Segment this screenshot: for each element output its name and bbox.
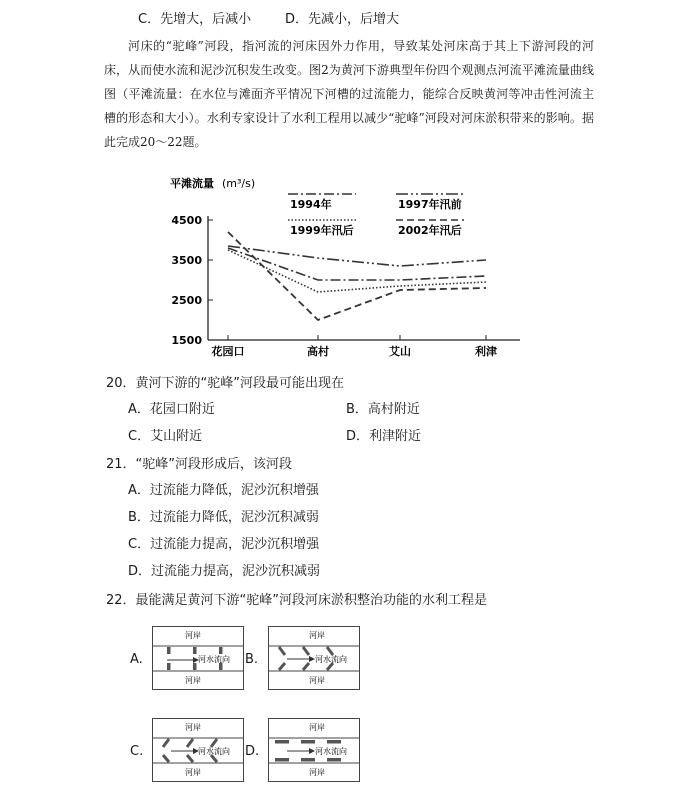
- legend-label-2: 1997年汛前: [398, 198, 462, 211]
- series-line-1: [228, 248, 486, 280]
- q21-stem: 21．“驼峰”河段形成后，该河段: [106, 457, 293, 472]
- bank-label: 河岸: [185, 676, 201, 685]
- x-tick-label: 高村: [307, 345, 329, 358]
- bank-label: 河岸: [185, 631, 201, 640]
- series-line-3: [228, 250, 486, 292]
- diagram-c[interactable]: [152, 718, 244, 782]
- q22-label-b[interactable]: B.: [245, 652, 259, 667]
- flow-label: 河水流向: [315, 655, 347, 664]
- q20-option-c[interactable]: C．艾山附近: [128, 429, 203, 444]
- q20-option-a[interactable]: A．花园口附近: [128, 402, 215, 417]
- x-tick-label: 花园口: [211, 345, 245, 358]
- q21-option-d[interactable]: D．过流能力提高，泥沙沉积减弱: [128, 564, 321, 579]
- y-tick-label: 2500: [171, 294, 202, 307]
- q22-label-c[interactable]: C.: [130, 744, 144, 759]
- x-tick-label: 利津: [475, 345, 497, 358]
- y-axis-label: 平滩流量: [170, 177, 214, 190]
- discharge-chart: [150, 170, 530, 360]
- bank-label: 河岸: [309, 631, 325, 640]
- flow-label: 河水流向: [198, 655, 230, 664]
- flow-label: 河水流向: [198, 747, 230, 756]
- bank-label: 河岸: [185, 768, 201, 777]
- q20-option-b[interactable]: B．高村附近: [346, 402, 420, 417]
- q22-label-d[interactable]: D.: [245, 744, 260, 759]
- option-c-prev: C．先增大，后减小: [138, 12, 252, 27]
- y-axis-unit: (m³/s): [222, 177, 256, 190]
- y-tick-label: 3500: [171, 254, 202, 267]
- bank-label: 河岸: [309, 723, 325, 732]
- diagram-d[interactable]: [268, 718, 360, 782]
- q22-stem: 22．最能满足黄河下游“驼峰”河段河床淤积整治功能的水利工程是: [106, 593, 488, 608]
- x-tick-label: 艾山: [389, 345, 411, 358]
- bank-label: 河岸: [309, 676, 325, 685]
- q21-option-a[interactable]: A．过流能力降低，泥沙沉积增强: [128, 483, 319, 498]
- q21-option-b[interactable]: B．过流能力降低，泥沙沉积减弱: [128, 510, 319, 525]
- series-line-2: [228, 246, 486, 266]
- q21-option-c[interactable]: C．过流能力提高，泥沙沉积增强: [128, 537, 320, 552]
- flow-label: 河水流向: [315, 747, 347, 756]
- option-d-prev: D．先减小，后增大: [285, 12, 400, 27]
- legend-label-1: 1994年: [290, 198, 332, 211]
- bank-label: 河岸: [309, 768, 325, 777]
- y-tick-label: 1500: [171, 334, 202, 347]
- q20-option-d[interactable]: D．利津附近: [346, 429, 422, 444]
- bank-label: 河岸: [185, 723, 201, 732]
- q22-label-a[interactable]: A.: [130, 652, 143, 667]
- series-line-4: [228, 232, 486, 320]
- diagram-b[interactable]: [268, 626, 360, 690]
- y-tick-label: 4500: [171, 214, 202, 227]
- legend-label-4: 2002年汛后: [398, 224, 462, 237]
- diagram-a[interactable]: [152, 626, 244, 690]
- passage: 河床的“驼峰”河段，指河流的河床因外力作用，导致某处河床高于其上下游河段的河床，从而使水流和泥沙沉积发生改变。图2为黄河下游典型年份四个观测点河流平滩流量曲线图（平滩流量：在水位与滩面齐平情况下河槽的过流能力，能综合反映黄河等冲击性河流主槽的形态和大小）。水利专家设计了水利工程用以减少“驼峰”河段对河床淤积带来的影响。据此完成20～22题。: [104, 39, 594, 149]
- q20-stem: 20．黄河下游的“驼峰”河段最可能出现在: [106, 376, 345, 391]
- legend-label-3: 1999年汛后: [290, 224, 354, 237]
